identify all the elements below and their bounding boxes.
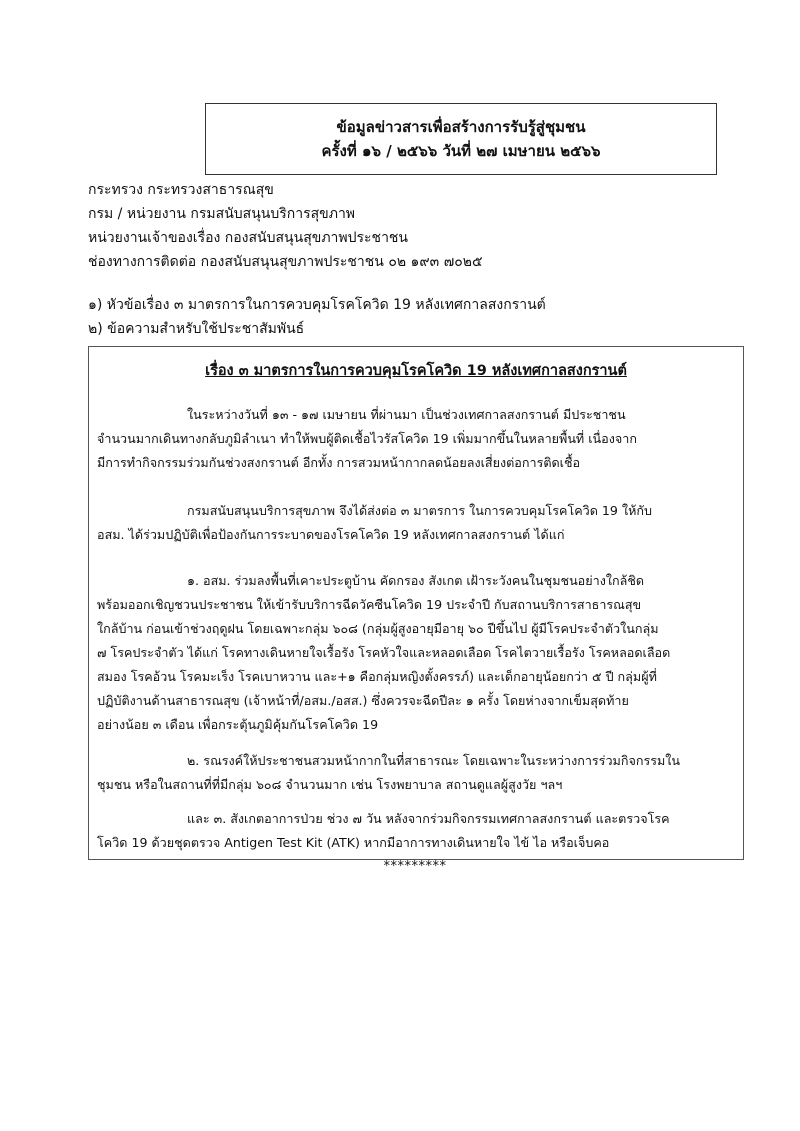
header-issue-date: ครั้งที่ ๑๖ / ๒๕๖๖ วันที่ ๒๗ เมษายน ๒๕๖๖ xyxy=(321,142,601,160)
paragraph-line: กรมสนับสนุนบริการสุขภาพ จึงได้ส่งต่อ ๓ มาตรการ ในการควบคุมโรคโควิด 19 ให้กับ xyxy=(187,503,653,518)
paragraph-line: ในระหว่างวันที่ ๑๓ - ๑๗ เมษายน ที่ผ่านมา เป็นช่วงเทศกาลสงกรานต์ มีประชาชน xyxy=(187,407,626,422)
paragraph-5 xyxy=(97,807,737,855)
paragraph-2 xyxy=(97,499,737,547)
header-box xyxy=(205,103,717,175)
paragraph-line: พร้อมออกเชิญชวนประชาชน ให้เข้ารับบริการฉีดวัคซีนโควิด 19 ประจำปี กับสถานบริการสาธารณสุข xyxy=(97,597,642,612)
paragraph-line: มีการทำกิจกรรมร่วมกันช่วงสงกรานต์ อีกทั้ง การสวมหน้ากากลดน้อยลงเสี่ยงต่อการติดเชื้อ xyxy=(97,455,581,470)
topic-item-2: ๒) ข้อความสำหรับใช้ประชาสัมพันธ์ xyxy=(88,321,305,337)
end-marker: ********* xyxy=(383,859,447,874)
content-box xyxy=(88,346,744,860)
topic-list xyxy=(88,293,546,341)
paragraph-line: สมอง โรคอ้วน โรคมะเร็ง โรคเบาหวาน และ+๑ คือกลุ่มหญิงตั้งครรภ์) และเด็กอายุน้อยกว่า ๕ ปี กลุ่มผู้ที่ xyxy=(97,669,657,684)
meta-department: กรม / หน่วยงาน กรมสนับสนุนบริการสุขภาพ xyxy=(88,206,356,222)
paragraph-line: ใกล้บ้าน ก่อนเข้าช่วงฤดูฝน โดยเฉพาะกลุ่ม ๖๐๘ (กลุ่มผู้สูงอายุมีอายุ ๖๐ ปีขึ้นไป ผู้มีโรคประจำตัวในกลุ่ม xyxy=(97,621,659,636)
header-title: ข้อมูลข่าวสารเพื่อสร้างการรับรู้สู่ชุมชน xyxy=(336,118,586,136)
paragraph-line: โควิด 19 ด้วยชุดตรวจ Antigen Test Kit (ATK) หากมีอาการทางเดินหายใจ ไข้ ไอ หรือเจ็บคอ xyxy=(97,835,610,850)
meta-contact: ช่องทางการติดต่อ กองสนับสนุนสุขภาพประชาชน ๐๒ ๑๙๓ ๗๐๒๕ xyxy=(88,254,483,270)
paragraph-line: ๒. รณรงค์ให้ประชาชนสวมหน้ากากในที่สาธารณะ โดยเฉพาะในระหว่างการร่วมกิจกรรมใน xyxy=(187,753,681,768)
paragraph-3 xyxy=(97,569,737,737)
paragraph-line: อย่างน้อย ๓ เดือน เพื่อกระตุ้นภูมิคุ้มกันโรคโควิด 19 xyxy=(97,717,379,732)
paragraph-4 xyxy=(97,749,737,797)
meta-info xyxy=(88,178,483,274)
paragraph-line: ๑. อสม. ร่วมลงพื้นที่เคาะประตูบ้าน คัดกรอง สังเกต เฝ้าระวังคนในชุมชนอย่างใกล้ชิด xyxy=(187,573,645,588)
paragraph-line: และ ๓. สังเกตอาการป่วย ช่วง ๗ วัน หลังจากร่วมกิจกรรมเทศกาลสงกรานต์ และตรวจโรค xyxy=(187,811,670,826)
content-title: เรื่อง ๓ มาตรการในการควบคุมโรคโควิด 19 หลังเทศกาลสงกรานต์ xyxy=(205,363,627,379)
paragraph-line: ๗ โรคประจำตัว ได้แก่ โรคทางเดินหายใจเรื้อรัง โรคหัวใจและหลอดเลือด โรคไตวายเรื้อรัง โรคหลอดเลือด xyxy=(97,645,671,660)
paragraph-line: จำนวนมากเดินทางกลับภูมิลำเนา ทำให้พบผู้ติดเชื้อไวรัสโควิด 19 เพิ่มมากขึ้นในหลายพื้นที่ เนื่องจาก xyxy=(97,431,637,446)
meta-ministry: กระทรวง กระทรวงสาธารณสุข xyxy=(88,182,274,198)
paragraph-1 xyxy=(97,403,737,475)
topic-item-1: ๑) หัวข้อเรื่อง ๓ มาตรการในการควบคุมโรคโควิด 19 หลังเทศกาลสงกรานต์ xyxy=(88,297,546,313)
paragraph-line: ชุมชน หรือในสถานที่ที่มีกลุ่ม ๖๐๘ จำนวนมาก เช่น โรงพยาบาล สถานดูแลผู้สูงวัย ฯลฯ xyxy=(97,777,563,792)
paragraph-line: อสม. ได้ร่วมปฏิบัติเพื่อป้องกันการระบาดของโรคโควิด 19 หลังเทศกาลสงกรานต์ ได้แก่ xyxy=(97,527,565,542)
paragraph-line: ปฏิบัติงานด้านสาธารณสุข (เจ้าหน้าที่/อสม./อสส.) ซึ่งควรจะฉีดปีละ ๑ ครั้ง โดยห่างจากเข็มสุดท้าย xyxy=(97,693,629,708)
meta-owner-unit: หน่วยงานเจ้าของเรื่อง กองสนับสนุนสุขภาพประชาชน xyxy=(88,230,408,246)
